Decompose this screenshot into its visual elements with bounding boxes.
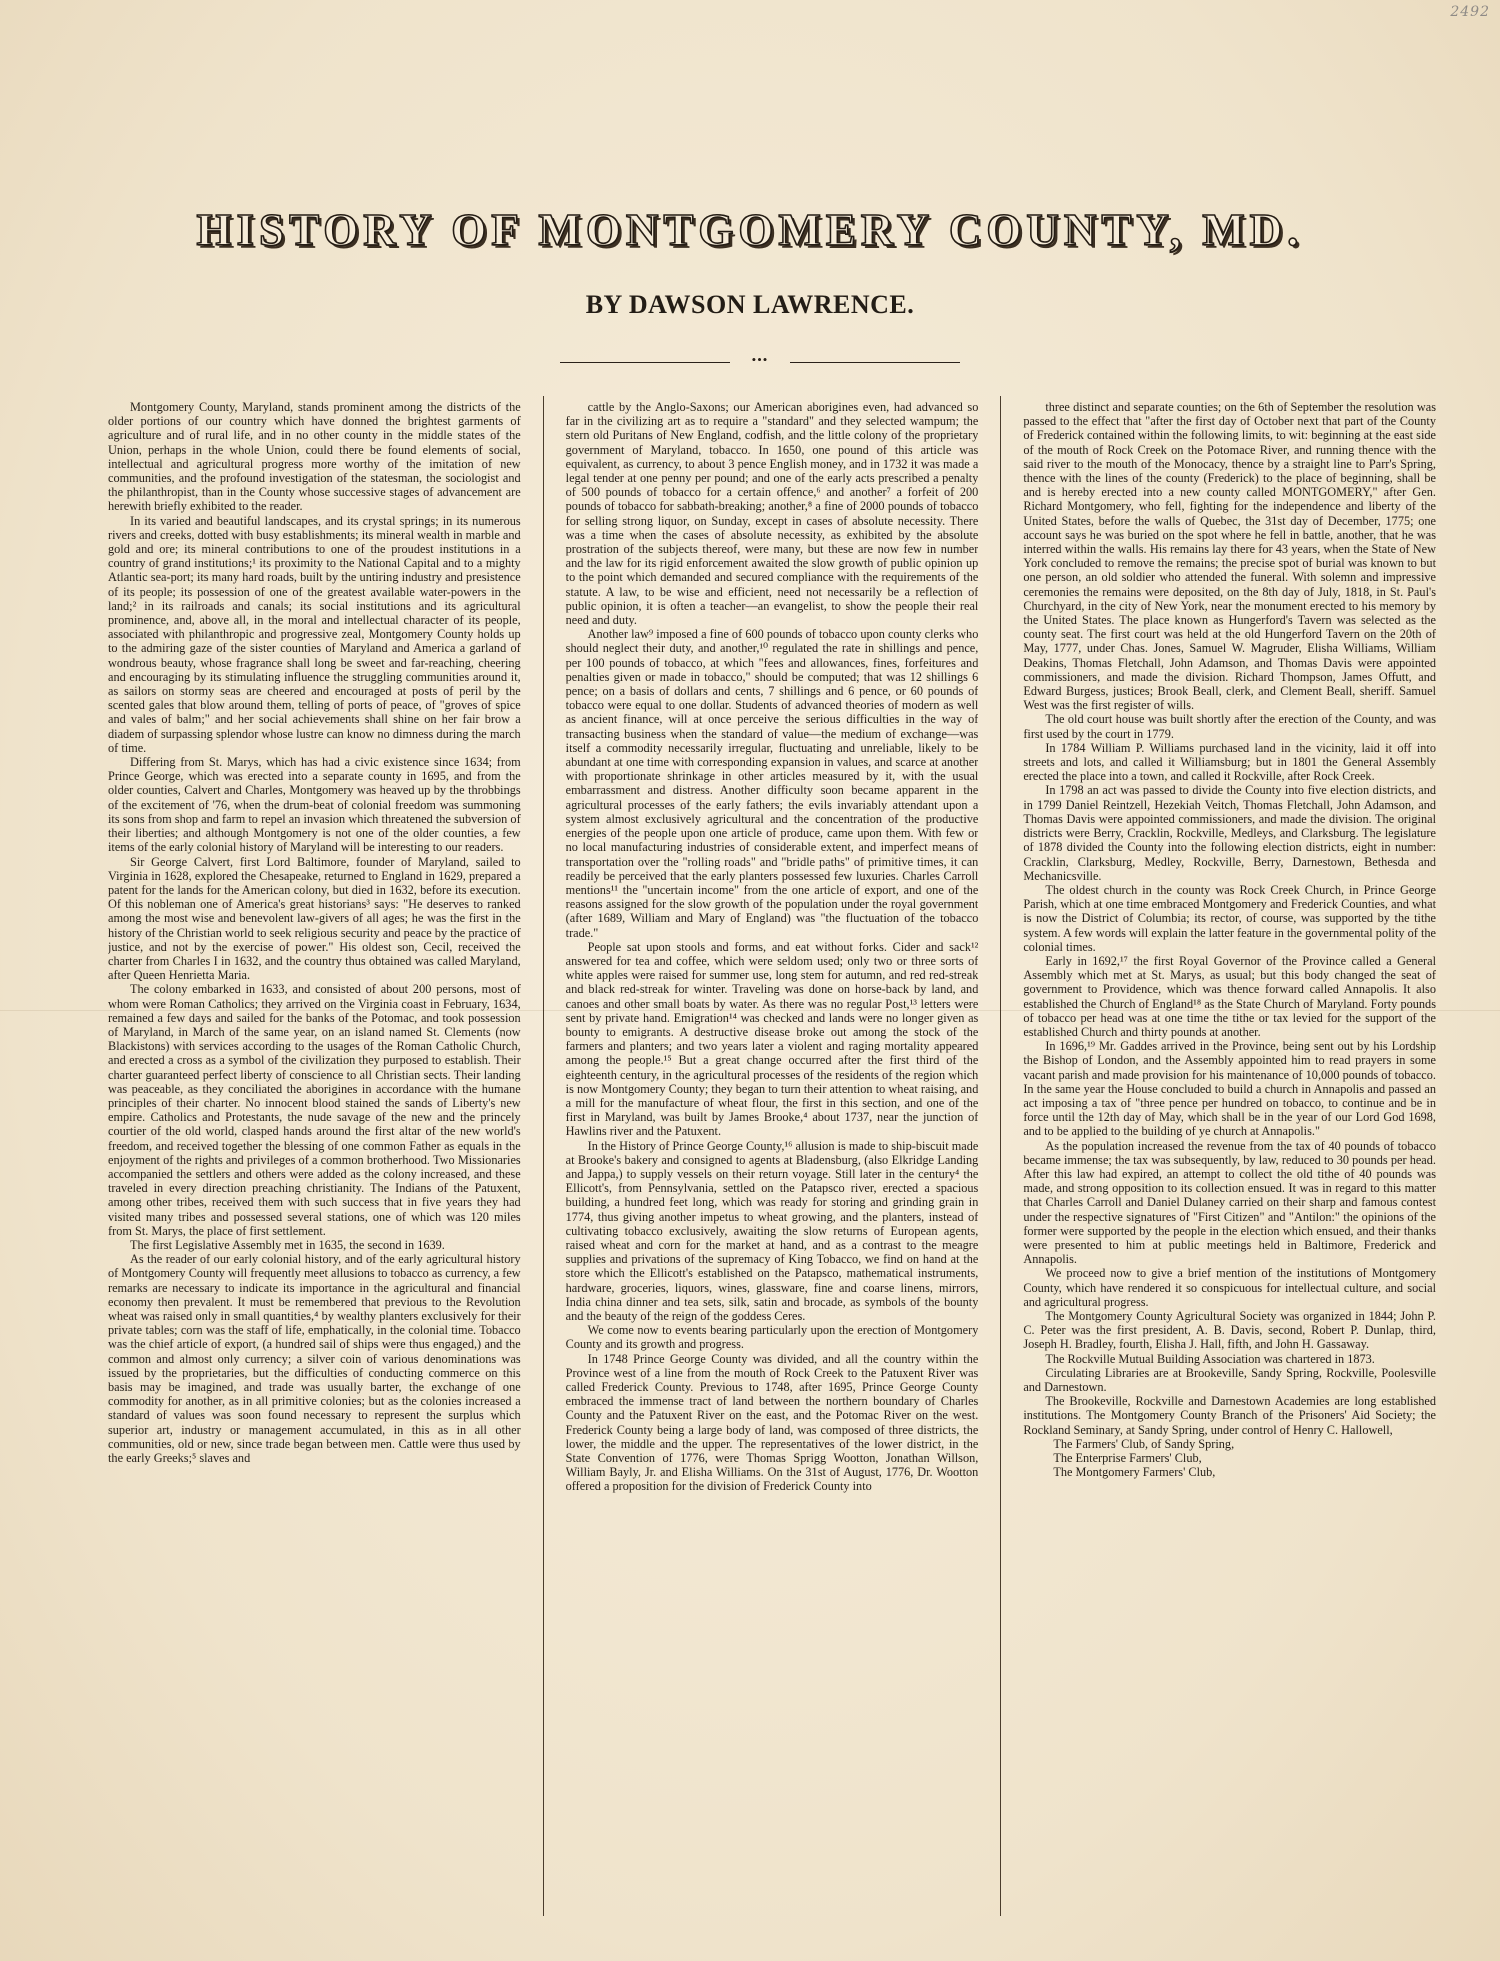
paragraph: As the population increased the revenue from the tax of 40 pounds of tobacco became immense; the tax was subsequently, by law, reduced to 30 pounds per head. After this law had expired, an attempt to collect the old tithe of 40 pounds was made, and strong opposition to its collection ensued. It was in regard to this matter that Charles Carroll and Daniel Dulaney carried on their sharp and famous contest under the respective signatures of "First Citizen" and "Antilon:" the opinions of the former were supported by the people in the election which ensued, and their thanks were presented to him at public meetings held in Baltimore, Frederick and Annapolis. (1023, 1138, 1436, 1267)
text-column-3 (1023, 400, 1436, 1920)
paragraph: Montgomery County, Maryland, stands prominent among the districts of the older portions of our country which have donned the brightest garments of agriculture and of rural life, and in no other county in the middle states of the Union, perhaps in the whole Union, could there be found elements of social, intellectual and agricultural progress more worthy of the imitation of new communities, and the profound investigation of the statesman, the sociologist and the philanthropist, than in the County whose successive stages of advancement are herewith briefly exhibited to the reader. (108, 400, 521, 514)
paragraph: In 1784 William P. Williams purchased land in the vicinity, laid it off into streets and lots, and called it Williamsburg; but in 1801 the General Assembly erected the place into a town, and called it Rockville, after Rock Creek. (1023, 740, 1436, 784)
paragraph: As the reader of our early colonial history, and of the early agricultural history of Montgomery County will frequently meet allusions to tobacco as currency, a few remarks are necessary to indicate its importance in the agricultural and financial economy then prevalent. It must be remembered that previous to the Revolution wheat was raised only in small quantities,⁴ by wealthy planters exclusively for their private tables; corn was the staff of life, emphatically, in the colonial time. Tobacco was the chief article of export, (a hundred sail of ships were thus engaged,) and the common and almost only currency; a silver coin of various denominations was issued by the proprietaries, but the difficulties of conducting commerce on this basis may be imagined, and trade was usually barter, the exchange of one commodity for another, as in all primitive colonies; but as the colonies increased a standard of values was soon found necessary to represent the surplus which superior art, industry or management accumulated, in this as in all other communities, old or new, since trade began between men. Cattle were thus used by the early Greeks;⁵ slaves and (108, 1252, 521, 1466)
paragraph: Sir George Calvert, first Lord Baltimore, founder of Maryland, sailed to Virginia in 1628, explored the Chesapeake, returned to England in 1629, prepared a patent for the lands for the American colony, but died in 1632, before its execution. Of this nobleman one of America's great historians³ says: "He deserves to ranked among the most wise and benevolent law-givers of all ages; he was the first in the history of the Christian world to seek religious security and peace by the practice of justice, and not by the exercise of power." His oldest son, Cecil, received the charter from Charles I in 1632, and the country thus obtained was called Maryland, after Queen Henrietta Maria. (108, 854, 521, 983)
paragraph: three distinct and separate counties; on the 6th of September the resolution was passed to the effect that "after the first day of October next that part of the County of Frederick contained within the following limits, to wit: beginning at the east side of the mouth of Rock Creek on the Potomace River, and running thence with the said river to the mouth of the Monocacy, thence by a straight line to Parr's Spring, thence with the lines of the county (Frederick) to the place of beginning, shall be and is hereby erected into a new county called MONTGOMERY," after Gen. Richard Montgomery, who fell, fighting for the independence and liberty of the United States, before the walls of Quebec, the 31st day of December, 1775; one account says he was buried on the spot where he fell in battle, another, that he was interred within the walls. His remains lay there for 43 years, when the State of New York concluded to remove the remains; the precise spot of burial was known to but one person, an old soldier who attended the funeral. With solemn and impressive ceremonies the remains were deposited, on the 8th day of July, 1818, in St. Paul's Churchyard, in the city of New York, near the monument erected to his memory by the United States. The place known as Hungerford's Tavern was selected as the county seat. The first court was held at the old Hungerford Tavern on the 20th of May, 1777, under Chas. Jones, Samuel W. Magruder, Elisha Williams, William Deakins, Thomas Fletchall, John Adamson, and Thomas Davis were appointed commissioners, and made the division. Richard Thompson, James Offutt, and Edward Burgess, justices; Brook Beall, clerk, and Clement Beall, sheriff. Samuel West was the first register of wills. (1023, 400, 1436, 713)
club-list-item: The Enterprise Farmers' Club, (1053, 1451, 1202, 1466)
club-list-item: The Montgomery Farmers' Club, (1053, 1465, 1216, 1480)
text-column-1 (108, 400, 521, 1920)
paragraph: In its varied and beautiful landscapes, and its crystal springs; in its numerous rivers and creeks, dotted with busy establishments; its mineral wealth in marble and gold and ore; its mineral contributions to one of the proudest institutions in a country of grand institutions;¹ its proximity to the National Capital and to a mighty Atlantic sea-port; its many hard roads, built by the untiring industry and presistence of its people; its possession of one of the greatest available water-powers in the land;² in its railroads and canals; its social institutions and its agricultural prominence, and, above all, in the moral and intellectual character of its people, associated with philanthropic and progressive zeal, Montgomery County holds up to the admiring gaze of the sister counties of Maryland and America a garland of wondrous beauty, whose fragrance shall long be sweet and far-reaching, cheering and encouraging by its stimulating influence the struggling communities around it, as sailors on stormy seas are cheered and encouraged at posts of peril by the scented gales that blow around them, telling of ports of peace, of "groves of spice and vales of balm;" and her social achievements shall shine on her fair brow a diadem of surpassing splendor whose lustre can know no dimness during the march of time. (108, 513, 521, 755)
paragraph: People sat upon stools and forms, and eat without forks. Cider and sack¹² answered for tea and coffee, which were seldom used; only two or three sorts of white apples were raised for summer use, long stem for autumn, and red red-streak and black red-streak for winter. Traveling was done on horse-back by land, and canoes and other small boats by water. As there was no regular Post,¹³ letters were sent by private hand. Emigration¹⁴ was checked and lands were no longer given as bounty to emigrants. A destructive disease broke out among the stock of the farmers and planters; and two years later a violent and raging mortality appeared among the people.¹⁵ But a great change occurred after the first third of the eighteenth century, in the agricultural processes of the residents of the region which is now Montgomery County; they began to turn their attention to wheat raising, and a mill for the manufacture of wheat flour, the first in this section, and one of the first in Maryland, was built by James Brooke,⁴ about 1737, near the junction of Hawlins river and the Patuxent. (565, 939, 979, 1139)
rule-dots: ••• (751, 352, 769, 367)
pencil-catalog-note: 2492 (1450, 4, 1490, 20)
paragraph: Circulating Libraries are at Brookeville, Sandy Spring, Rockville, Poolesville and Darnestown. (1023, 1365, 1436, 1395)
text-columns (108, 400, 1436, 1920)
paragraph: In 1748 Prince George County was divided, and all the country within the Province west of a line from the mouth of Rock Creek to the Patuxent River was called Frederick County. Previous to 1748, after 1695, Prince George County embraced the immense tract of land between the northern boundary of Charles County and the Patuxent River on the east, and the Potomac River on the west. Frederick County being a large body of land, was composed of three districts, the lower, the middle and the upper. The representatives of the lower district, in the State Convention of 1776, were Thomas Sprigg Wootton, Jonathan Willson, William Bayly, Jr. and Elisha Williams. On the 31st of August, 1776, Dr. Wootton offered a proposition for the division of Frederick County into (565, 1351, 979, 1494)
title-rule-ornament (560, 352, 960, 368)
column-divider (543, 396, 544, 1916)
paragraph: In 1696,¹⁹ Mr. Gaddes arrived in the Province, being sent out by his Lordship the Bishop of London, and the Assembly appointed him to read prayers in some vacant parish and made provision for his maintenance of 10,000 pounds of tobacco. In the same year the House concluded to build a church in Annapolis and passed an act imposing a tax of "three pence per hundred on tobacco, to continue and be in force until the 12th day of May, which shall be in the year of our Lord God 1698, and to be applied to the building of ye church at Annapolis." (1023, 1039, 1436, 1139)
paragraph: The colony embarked in 1633, and consisted of about 200 persons, most of whom were Roman Catholics; they arrived on the Virginia coast in February, 1634, remained a few days and sailed for the banks of the Potomac, and took possession of Maryland, in March of the same year, on an island named St. Clements (now Blackistons) with services according to the usages of the Roman Catholic Church, and erected a cross as a symbol of the civilization they purposed to establish. Their charter guaranteed perfect liberty of conscience to all Christian sects. Their landing was peaceable, as they conciliated the aborigines in accordance with the humane principles of their charter. No innocent blood stained the sands of Liberty's new empire. Catholics and Protestants, the nude savage of the new and the princely courtier of the old world, clasped hands around the first altar of the new world's freedom, and received together the blessing of one common Father as equals in the enjoyment of the rights and privileges of a common brotherhood. Two Missionaries accompanied the settlers and others were added as the colony increased, and these traveled in every direction preaching christianity. The Indians of the Patuxent, among other tribes, received them with such success that in five years they had visited many tribes and possessed several stations, one of which was 120 miles from St. Marys, the place of first settlement. (108, 982, 521, 1238)
text-column-2 (566, 400, 979, 1920)
rule-line-left (560, 362, 730, 363)
paragraph: Another law⁹ imposed a fine of 600 pounds of tobacco upon county clerks who should neglect their duty, and another,¹⁰ regulated the rate in shillings and pence, per 100 pounds of tobacco, at which "fees and allowances, fines, forfeitures and penalties given or made in tobacco," should be computed; that was 12 shillings 6 pence; on a basis of dollars and cents, 7 shillings and 6 pence, or 60 pounds of tobacco were equal to one dollar. Students of advanced theories of modern as well as ancient finance, will at once perceive the serious difficulties in the way of transacting business when the standard of value—the medium of exchange—was itself a commodity necessarily irregular, fluctuating and unreliable, likely to be abundant at one time with corresponding expansion in values, and scarce at another with proportionate shrinkage in other articles measured by it, with the usual embarrassment and distress. Another difficulty soon became apparent in the agricultural processes of the early fathers; the evils invariably attendant upon a system almost exclusively agricultural and the concentration of the productive energies of the people upon one article of produce, came upon them. With few or no local manufacturing industries of considerable extent, and imperfect means of transportation over the "rolling roads" and "bridle paths" of primitive times, it can readily be perceived that the early planters possessed few luxuries. Charles Carroll mentions¹¹ the "uncertain income" from the one article of export, and one of the reasons assigned for the slow growth of the population under the royal government (after 1689, William and Mary of England) was "the fluctuation of the tobacco trade." (565, 627, 979, 940)
paragraph: Early in 1692,¹⁷ the first Royal Governor of the Province called a General Assembly which met at St. Marys, as usual; but this body changed the seat of government to Providence, which was thence forward called Annapolis. It also established the Church of England¹⁸ as the State Church of Maryland. Forty pounds of tobacco per head was at one time the tithe or tax levied for the support of the established Church and thirty pounds at another. (1023, 953, 1436, 1039)
club-list-item: The Farmers' Club, of Sandy Spring, (1053, 1436, 1235, 1451)
paragraph: The Rockville Mutual Building Association was chartered in 1873. (1045, 1351, 1375, 1366)
paragraph: The oldest church in the county was Rock Creek Church, in Prince George Parish, which at one time embraced Montgomery and Frederick Counties, and what is now the District of Columbia; its rector, of course, was supported by the tithe system. A few words will explain the latter feature in the governmental polity of the colonial times. (1023, 882, 1436, 954)
paragraph: The Brookeville, Rockville and Darnestown Academies are long established institutions. The Montgomery County Branch of the Prisoners' Aid Society; the Rockland Seminary, at Sandy Spring, under control of Henry C. Hallowell, (1023, 1394, 1436, 1437)
paragraph: We proceed now to give a brief mention of the institutions of Montgomery County, which have rendered it so conspicuous for intellectual culture, and social and agricultural progress. (1023, 1266, 1436, 1309)
paragraph: In the History of Prince George County,¹⁶ allusion is made to ship-biscuit made at Brooke's bakery and consigned to agents at Bladensburg, (also Elkridge Landing and Jappa,) to supply vessels on their return voyage. Still later in the century⁴ the Ellicott's, from Pennsylvania, settled on the Patapsco river, erected a spacious building, a hundred feet long, which was ready for storing and grinding grain in 1774, thus giving another impetus to wheat growing, and the planters, instead of cultivating tobacco exclusively, awaiting the slow returns of European agents, raised wheat and corn for the market at hand, and as a contrast to the meagre supplies and privations of the supremacy of King Tobacco, we find on hand at the store which the Ellicott's established on the Patapsco, mathematical instruments, hardware, groceries, liquors, wines, glassware, fine and coarse linens, mirrors, India china dinner and tea sets, silk, satin and brocade, as symbols of the bounty and the beauty of the reign of the goddess Ceres. (565, 1138, 979, 1323)
paragraph: The first Legislative Assembly met in 1635, the second in 1639. (130, 1237, 445, 1252)
paragraph: The old court house was built shortly after the erection of the County, and was first used by the court in 1779. (1023, 712, 1436, 741)
rule-line-right (790, 362, 960, 363)
paragraph: In 1798 an act was passed to divide the County into five election districts, and in 1799 Daniel Reintzell, Hezekiah Veitch, Thomas Fletchall, John Adamson, and Thomas Davis were appointed commissioners, and made the division. The original districts were Berry, Cracklin, Rockville, Medleys, and Clarksburg. The legislature of 1878 divided the County into the following election districts, eight in number: Cracklin, Clarksburg, Medley, Rockville, Berry, Darnestown, Bethesda and Mechanicsville. (1023, 783, 1436, 883)
paragraph: Differing from St. Marys, which has had a civic existence since 1634; from Prince George, which was erected into a separate county in 1695, and from the older counties, Calvert and Charles, Montgomery was heaved up by the throbbings of the excitement of '76, when the drum-beat of colonial freedom was summoning its sons from shop and farm to repel an invasion which threatened the subversion of their liberties; and although Montgomery is not one of the older counties, a few items of the early colonial history of Maryland will be interesting to our readers. (108, 755, 521, 855)
paragraph: The Montgomery County Agricultural Society was organized in 1844; John P. C. Peter was the first president, A. B. Davis, second, Robert P. Dunlap, third, Joseph H. Bradley, fourth, Elisha J. Hall, fifth, and John H. Gassaway. (1023, 1309, 1436, 1352)
author-byline: BY DAWSON LAWRENCE. (585, 290, 915, 319)
column-divider (1000, 396, 1001, 1916)
paragraph: We come now to events bearing particularly upon the erection of Montgomery County and its growth and progress. (565, 1323, 979, 1352)
paragraph: cattle by the Anglo-Saxons; our American aborigines even, had advanced so far in the civilizing art as to require a "standard" and they selected wampum; the stern old Puritans of New England, codfish, and the little colony of the proprietary government of Maryland, tobacco. In 1650, one pound of this article was equivalent, as currency, to about 3 pence English money, and in 1732 it was made a legal tender at one penny per pound; and one of the early acts prescribed a penalty of 500 pounds of tobacco for a certain offence,⁶ and another⁷ a forfeit of 200 pounds of tobacco for sabbath-breaking; another,⁸ a fine of 2000 pounds of tobacco for selling strong liquor, on Sunday, except in cases of absolute necessity. There was a time when the cases of absolute necessity, as exhibited by the absolute prostration of the subjects thereof, were many, but these are now few in number and the law for its rigid enforcement awaited the slow growth of public opinion up to the point which demanded and secured compliance with the requirements of the statute. A law, to be wise and efficient, need not necessarily be a reflection of public opinion, it is often a teacher—an evangelist, to show the people their real need and duty. (565, 400, 979, 628)
document-title: HISTORY OF MONTGOMERY COUNTY, MD. (196, 205, 1304, 255)
